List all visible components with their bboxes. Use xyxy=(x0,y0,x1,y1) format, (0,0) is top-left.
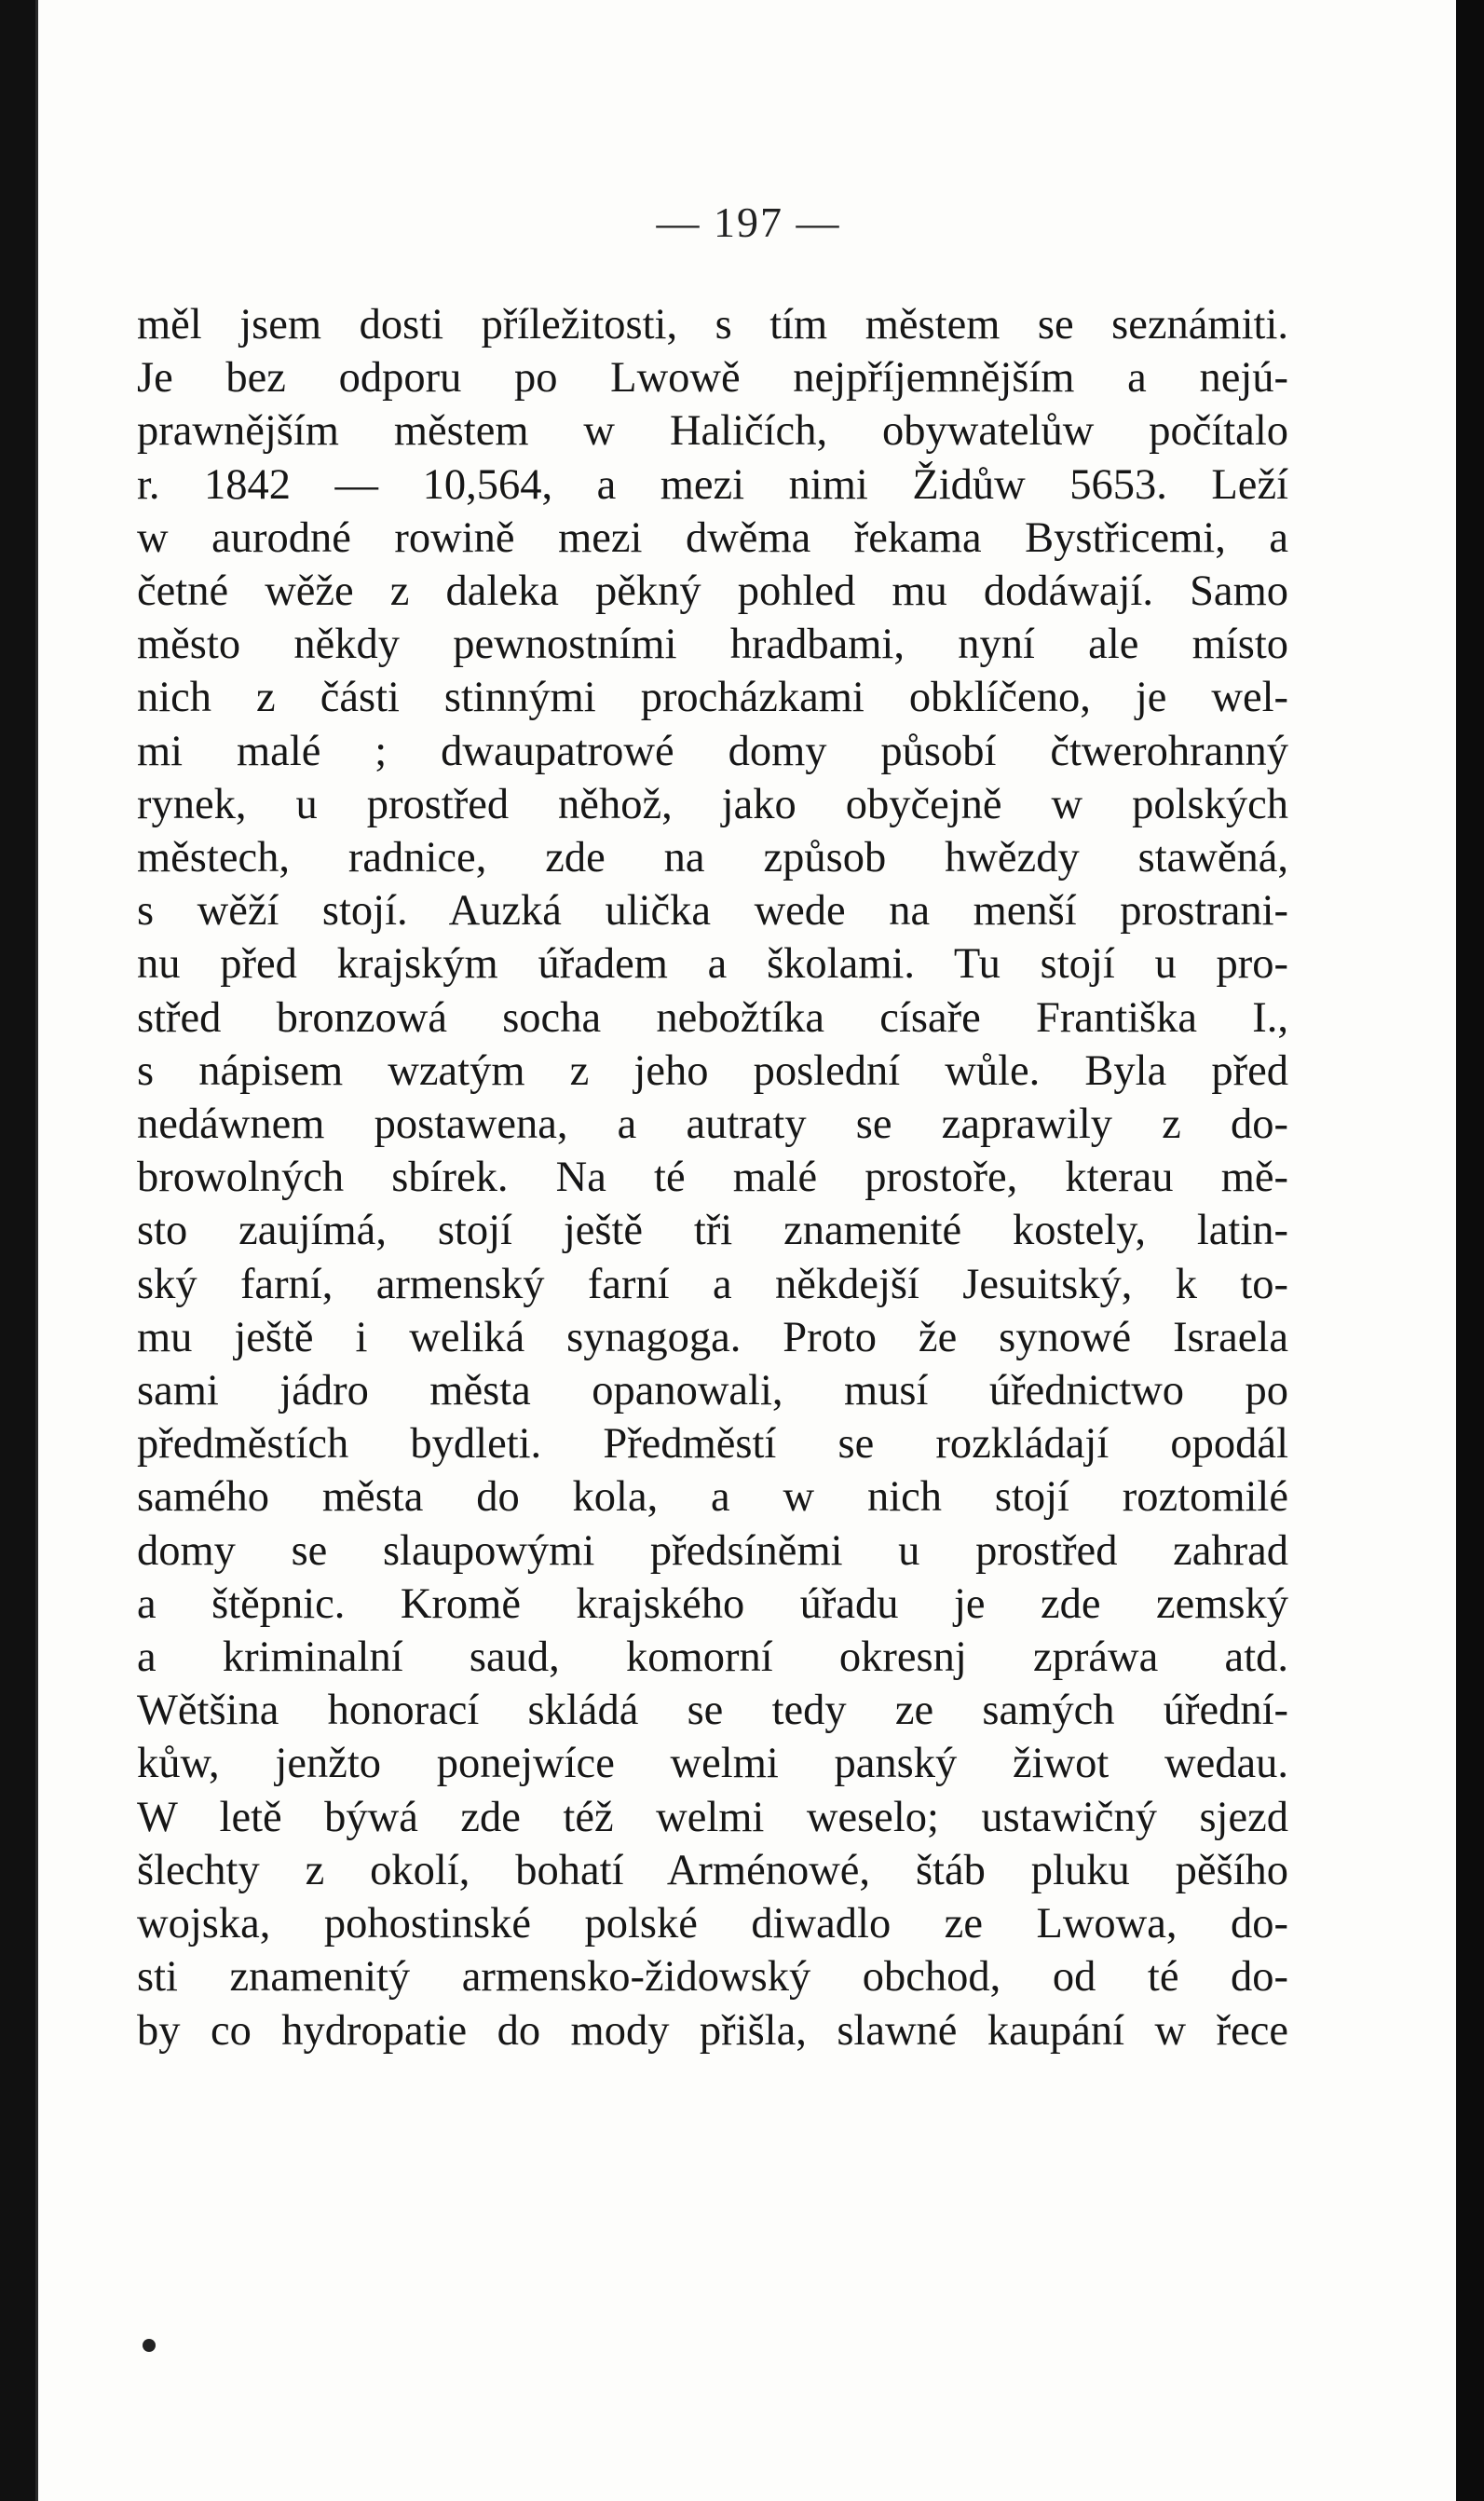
body-text xyxy=(137,298,1288,2057)
text-line: sami jádro města opanowali, musí úřednictwo po xyxy=(137,1367,1288,1415)
text-line: ský farní, armenský farní a někdejší Jesuitský, k to- xyxy=(137,1260,1288,1308)
text-line: sti znamenitý armensko-židowský obchod, od té do- xyxy=(137,1953,1288,2002)
text-line: četné wěže z daleka pěkný pohled mu dodáwají. Samo xyxy=(137,567,1288,616)
page-number: — 197 — xyxy=(656,198,841,246)
text-line: domy se slaupowými předsíněmi u prostřed zahrad xyxy=(137,1526,1288,1575)
text-line: rynek, u prostřed něhož, jako obyčejně w polských xyxy=(137,780,1288,828)
text-line: sto zaujímá, stojí ještě tři znamenité kostely, latin- xyxy=(137,1207,1288,1255)
text-line: by co hydropatie do mody přišla, slawné kaupání w řece xyxy=(137,2006,1288,2055)
ink-spot xyxy=(143,2339,156,2352)
text-line: městech, radnice, zde na způsob hwězdy stawěná, xyxy=(137,834,1288,882)
text-line: browolných sbírek. Na té malé prostoře, kterau mě- xyxy=(137,1154,1288,1202)
text-line: w aurodné rowině mezi dwěma řekama Bystřicemi, a xyxy=(137,513,1288,562)
text-line: r. 1842 — 10,564, a mezi nimi Židůw 5653. Leží xyxy=(137,460,1288,509)
text-line: a kriminalní saud, komorní okresnj zpráwa atd. xyxy=(137,1633,1288,1682)
text-line: nedáwnem postawena, a autraty se zaprawily z do- xyxy=(137,1100,1288,1149)
text-line: měl jsem dosti příležitosti, s tím městem se seznámiti. xyxy=(137,301,1288,348)
text-line: a štěpnic. Kromě krajského úřadu je zde zemský xyxy=(137,1579,1288,1628)
text-line: wojska, pohostinské polské diwadlo ze Lwowa, do- xyxy=(137,1900,1288,1948)
text-line: Wětšina honorací skládá se tedy ze samých úřední- xyxy=(137,1687,1288,1735)
book-page xyxy=(35,0,1456,2501)
text-line: samého města do kola, a w nich stojí roztomilé xyxy=(137,1473,1288,1522)
text-line: město někdy pewnostními hradbami, nyní ale místo xyxy=(137,621,1288,669)
text-line: nich z části stinnými procházkami obklíčeno, je wel- xyxy=(137,674,1288,722)
page-edge-shadow xyxy=(1456,0,1484,2501)
text-line: prawnějším městem w Haličích, obywatelůw počítalo xyxy=(137,407,1288,456)
text-line: střed bronzowá socha nebožtíka císaře Františka I., xyxy=(137,993,1288,1042)
text-line: šlechty z okolí, bohatí Arménowé, štáb pluku pěšího xyxy=(137,1846,1288,1894)
text-line: kůw, jenžto ponejwíce welmi panský žiwot wedau. xyxy=(137,1740,1288,1788)
text-line: Je bez odporu po Lwowě nejpříjemnějším a nejú- xyxy=(137,354,1288,403)
text-line: s wěží stojí. Auzká ulička wede na menší prostrani- xyxy=(137,887,1288,936)
text-line: nu před krajským úřadem a školami. Tu stojí u pro- xyxy=(137,940,1288,989)
text-line: s nápisem wzatým z jeho poslední wůle. Byla před xyxy=(137,1046,1288,1095)
text-line: W letě býwá zde též welmi weselo; ustawičný sjezd xyxy=(137,1793,1288,1841)
text-line: předměstích bydleti. Předměstí se rozkládají opodál xyxy=(137,1420,1288,1469)
text-line: mi malé ; dwaupatrowé domy působí čtwerohranný xyxy=(137,727,1288,775)
text-line: mu ještě i weliká synagoga. Proto že synowé Israela xyxy=(137,1313,1288,1361)
